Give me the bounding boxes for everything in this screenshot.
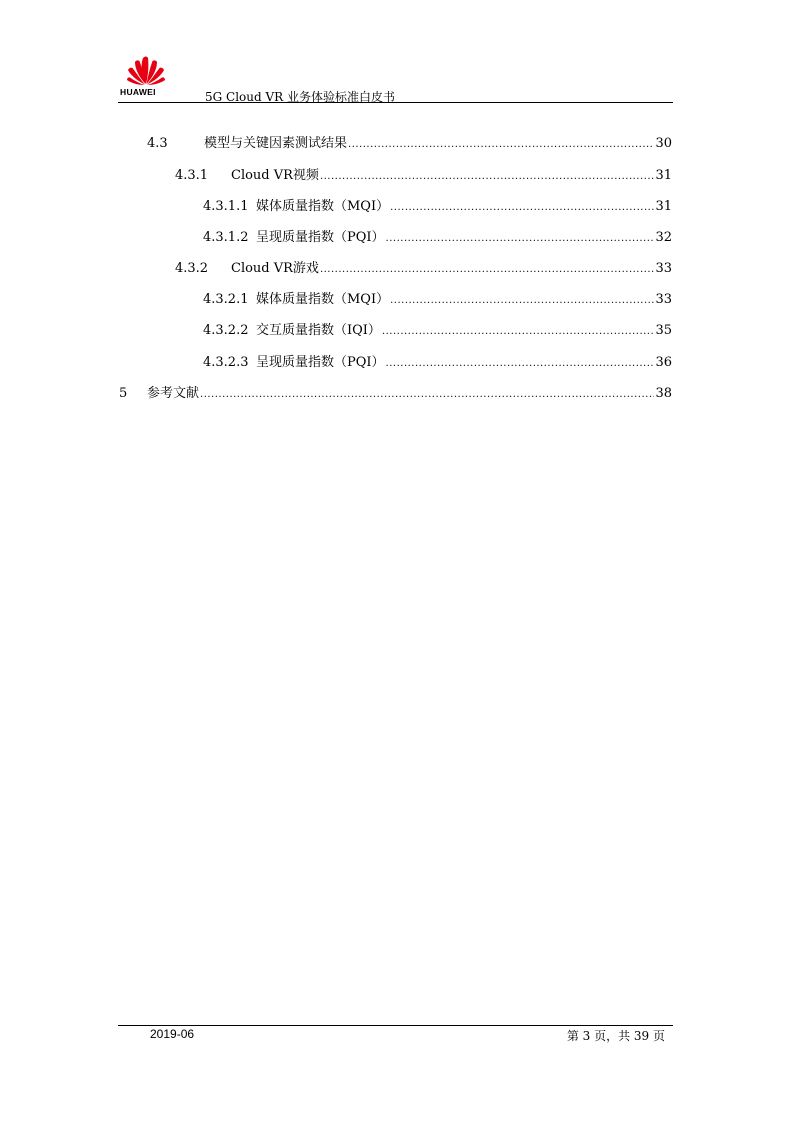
toc-entry[interactable] — [203, 319, 672, 337]
header-divider — [118, 102, 673, 103]
toc-dot-leader — [386, 358, 655, 369]
toc-entry-number: 4.3.1.2 — [203, 230, 249, 245]
toc-entry[interactable] — [203, 288, 672, 306]
toc-entry[interactable] — [147, 132, 672, 150]
toc-entry[interactable] — [203, 226, 672, 244]
toc-entry[interactable] — [175, 257, 672, 275]
footer-page-number: 第 3 页，共 39 页 — [566, 1029, 665, 1043]
toc-dot-leader — [348, 139, 654, 150]
toc-entry-title: 媒体质量指数（MQI） — [256, 199, 390, 214]
toc-entry-page: 38 — [655, 386, 672, 401]
toc-entry-number: 5 — [119, 386, 128, 401]
page-header — [118, 52, 673, 104]
toc-entry-title: Cloud VR游戏 — [231, 261, 319, 276]
toc-entry-page: 31 — [655, 199, 672, 214]
toc-entry-number: 4.3.2.2 — [203, 323, 249, 338]
toc-entry-page: 33 — [655, 292, 672, 307]
footer-date: 2019-06 — [150, 1027, 195, 1041]
toc-entry-number: 4.3.1 — [175, 168, 209, 183]
toc-entry-number: 4.3 — [147, 136, 168, 151]
toc-entry-page: 31 — [655, 168, 672, 183]
toc-dot-leader — [320, 171, 655, 182]
toc-entry-page: 32 — [655, 230, 672, 245]
toc-dot-leader — [390, 295, 654, 306]
toc-entry-title: Cloud VR视频 — [231, 168, 319, 183]
toc-entry-title: 媒体质量指数（MQI） — [256, 292, 390, 307]
toc-dot-leader — [200, 389, 654, 400]
toc-entry-number: 4.3.1.1 — [203, 199, 249, 214]
toc-dot-leader — [320, 264, 655, 275]
toc-entry[interactable] — [119, 382, 672, 400]
toc-entry[interactable] — [175, 164, 672, 182]
toc-entry[interactable] — [203, 195, 672, 213]
toc-entry-title: 呈现质量指数（PQI） — [256, 230, 385, 245]
document-title: 5G Cloud VR 业务体验标准白皮书 — [205, 90, 396, 104]
toc-entry-number: 4.3.2 — [175, 261, 209, 276]
toc-entry-title: 参考文献 — [147, 386, 200, 401]
toc-entry-title: 呈现质量指数（PQI） — [256, 355, 385, 370]
toc-dot-leader — [390, 202, 654, 213]
huawei-petals-icon — [126, 54, 166, 86]
toc-entry-page: 35 — [655, 323, 672, 338]
footer-divider — [118, 1025, 673, 1026]
huawei-logo — [118, 52, 174, 100]
toc-entry-title: 交互质量指数（IQI） — [256, 323, 381, 338]
toc-dot-leader — [386, 233, 655, 244]
toc-entry-title: 模型与关键因素测试结果 — [204, 136, 348, 151]
toc-entry-number: 4.3.2.3 — [203, 355, 249, 370]
toc-entry-page: 33 — [655, 261, 672, 276]
toc-entry-page: 30 — [655, 136, 672, 151]
toc-dot-leader — [382, 326, 655, 337]
logo-wordmark: HUAWEI — [120, 87, 156, 97]
toc-entry[interactable] — [203, 351, 672, 369]
toc-entry-page: 36 — [655, 355, 672, 370]
toc-entry-number: 4.3.2.1 — [203, 292, 249, 307]
